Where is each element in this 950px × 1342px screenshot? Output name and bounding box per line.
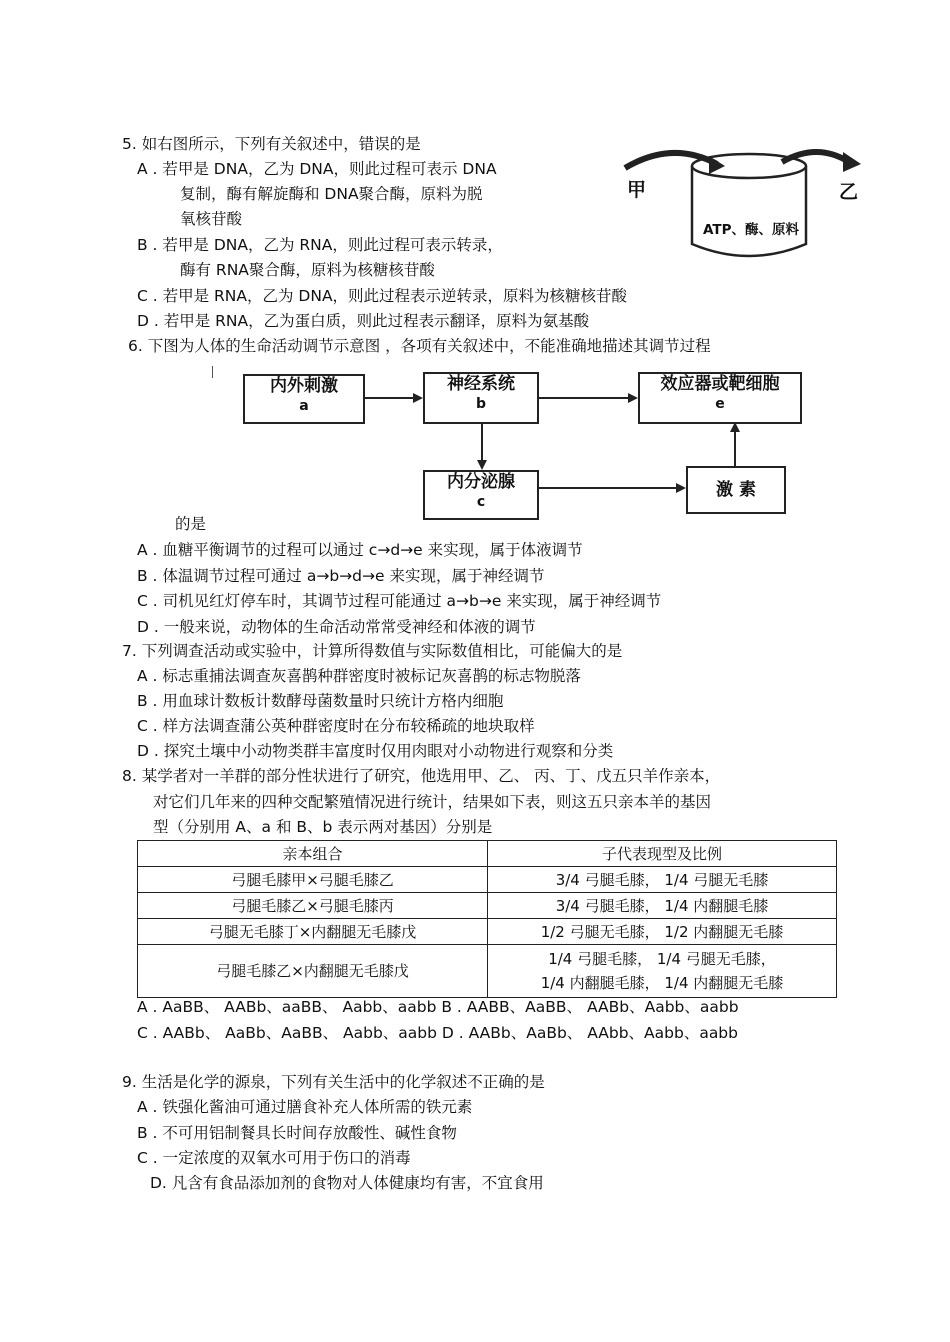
- table-cell: 3/4 弓腿毛膝， 1/4 内翻腿毛膝: [488, 893, 837, 919]
- q9-option-a: A . 铁强化酱油可通过膳食补充人体所需的铁元素: [137, 1098, 473, 1116]
- box-c-letter: c: [476, 494, 486, 510]
- q6-option-d: D . 一般来说，动物体的生命活动常常受神经和体液的调节: [137, 618, 536, 636]
- q7-option-b: B . 用血球计数板计数酵母菌数量时只统计方格内细胞: [137, 692, 504, 710]
- table-cell-line1: 1/4 弓腿毛膝， 1/4 弓腿无毛膝，: [548, 950, 776, 968]
- box-b-nervous-system: [423, 372, 539, 424]
- q6-option-c: C . 司机见红灯停车时，其调节过程可能通过 a→b→e 来实现，属于神经调节: [137, 592, 662, 610]
- q5-stem: 5. 如右图所示，下列有关叙述中，错误的是: [122, 135, 421, 153]
- q9-option-d: D. 凡含有食品添加剂的食物对人体健康均有害，不宜食用: [150, 1174, 544, 1192]
- q7-stem: 7. 下列调查活动或实验中，计算所得数值与实际数值相比，可能偏大的是: [122, 642, 623, 660]
- table-row: [138, 893, 837, 919]
- q9-stem: 9. 生活是化学的源泉，下列有关生活中的化学叙述不正确的是: [122, 1073, 545, 1091]
- box-b-letter: b: [475, 396, 487, 412]
- table-row: [138, 867, 837, 893]
- table-cell: 弓腿毛膝甲×弓腿毛膝乙: [138, 867, 488, 893]
- table-cell: 弓腿毛膝乙×弓腿毛膝丙: [138, 893, 488, 919]
- q6-stem: 6. 下图为人体的生命活动调节示意图 ，各项有关叙述中，不能准确地描述其调节过程: [128, 337, 711, 355]
- q9-option-c: C . 一定浓度的双氧水可用于伤口的消毒: [137, 1149, 411, 1167]
- q7-option-d: D . 探究土壤中小动物类群丰富度时仅用肉眼对小动物进行观察和分类: [137, 742, 614, 760]
- q5-option-b-line2: 酶有 RNA聚合酶，原料为核糖核苷酸: [180, 261, 435, 279]
- table-cell: 弓腿毛膝乙×内翻腿无毛膝戊: [138, 945, 488, 998]
- q5-drum-figure: [617, 148, 867, 268]
- q6-option-b: B . 体温调节过程可通过 a→b→d→e 来实现，属于神经调节: [137, 567, 545, 585]
- table-row: [138, 945, 837, 998]
- q5-figure-label-jia: 甲: [627, 179, 647, 201]
- q5-option-a-line3: 氧核苷酸: [180, 210, 243, 228]
- box-d-title: 激 素: [716, 480, 756, 500]
- table-cell: 3/4 弓腿毛膝， 1/4 弓腿无毛膝: [488, 867, 837, 893]
- q5-option-b-line1: B . 若甲是 DNA，乙为 RNA，则此过程可表示转录，: [137, 236, 503, 254]
- q5-option-a-line2: 复制，酶有解旋酶和 DNA聚合酶，原料为脱: [180, 185, 483, 203]
- table-header-parents: 亲本组合: [138, 841, 488, 867]
- q8-options-a-b: A . AaBB、 AABb、aaBB、 Aabb、aabb B . AABB、AaBB、 AABb、Aabb、aabb: [137, 998, 739, 1016]
- q8-stem-line1: 8. 某学者对一羊群的部分性状进行了研究，他选用甲、乙、 丙、丁、戊五只羊作亲本，: [122, 767, 721, 785]
- box-c-endocrine-gland: [423, 470, 539, 520]
- box-a-title: 内外刺激: [270, 376, 338, 396]
- table-header-offspring: 子代表现型及比例: [488, 841, 837, 867]
- box-b-title: 神经系统: [447, 374, 515, 394]
- table-cell: 弓腿无毛膝丁×内翻腿无毛膝戊: [138, 919, 488, 945]
- table-cell: 1/2 弓腿无毛膝， 1/2 内翻腿无毛膝: [488, 919, 837, 945]
- box-a-letter: a: [299, 398, 309, 414]
- q6-regulation-diagram: [210, 362, 820, 522]
- box-a-stimulus: [243, 374, 365, 424]
- table-cell-line2: 1/4 内翻腿毛膝， 1/4 内翻腿无毛膝: [540, 974, 784, 992]
- q5-option-a-line1: A . 若甲是 DNA，乙为 DNA，则此过程可表示 DNA: [137, 160, 497, 178]
- q8-cross-table: [137, 840, 837, 998]
- q5-option-c: C . 若甲是 RNA，乙为 DNA，则此过程表示逆转录，原料为核糖核苷酸: [137, 287, 628, 305]
- table-row: [138, 919, 837, 945]
- q5-option-d: D . 若甲是 RNA，乙为蛋白质，则此过程表示翻译，原料为氨基酸: [137, 312, 590, 330]
- q5-figure-drum-label: ATP、酶、原料: [703, 222, 800, 238]
- q6-option-a: A . 血糖平衡调节的过程可以通过 c→d→e 来实现，属于体液调节: [137, 541, 583, 559]
- box-c-title: 内分泌腺: [447, 472, 515, 492]
- q8-options-c-d: C . AABb、 AaBb、AaBB、 Aabb、aabb D . AABb、AaBb、 AAbb、Aabb、aabb: [137, 1024, 738, 1042]
- table-header-row: [138, 841, 837, 867]
- box-e-title: 效应器或靶细胞: [660, 374, 780, 394]
- q8-stem-line3: 型（分别用 A、a 和 B、b 表示两对基因）分别是: [153, 818, 493, 836]
- box-e-letter: e: [715, 396, 725, 412]
- q8-stem-line2: 对它们几年来的四种交配繁殖情况进行统计，结果如下表，则这五只亲本羊的基因: [153, 793, 712, 811]
- table-cell-two-line: [488, 945, 837, 998]
- box-e-effector: [638, 372, 802, 424]
- box-d-hormone: [686, 466, 786, 514]
- q6-stem-end: 的是: [175, 515, 207, 533]
- q7-option-c: C . 样方法调查蒲公英种群密度时在分布较稀疏的地块取样: [137, 717, 535, 735]
- drum-diagram: [617, 148, 867, 268]
- q5-figure-label-yi: 乙: [839, 181, 859, 203]
- q7-option-a: A . 标志重捕法调查灰喜鹊种群密度时被标记灰喜鹊的标志物脱落: [137, 667, 581, 685]
- q9-option-b: B . 不可用铝制餐具长时间存放酸性、碱性食物: [137, 1124, 457, 1142]
